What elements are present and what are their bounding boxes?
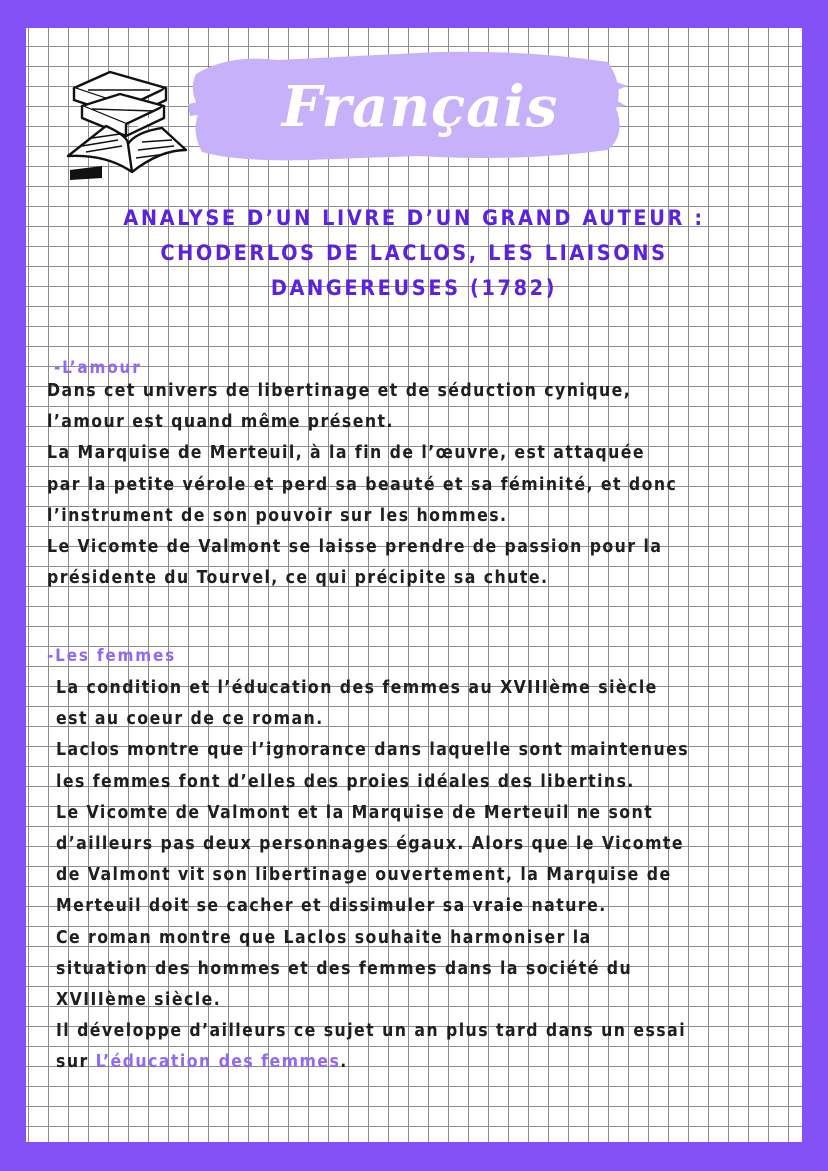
body-line: situation des hommes et des femmes dans la société du (56, 958, 633, 979)
body-line: Le Vicomte de Valmont se laisse prendre de passion pour la (47, 537, 663, 558)
body-line: XVIIIème siècle. (56, 990, 222, 1011)
section-body-femmes (56, 673, 689, 1079)
heading-line: ANALYSE D’UN LIVRE D’UN GRAND AUTEUR : (123, 206, 705, 231)
section-body-amour (47, 376, 677, 594)
last-line-prefix: sur (56, 1052, 96, 1073)
body-line: par la petite vérole et perd sa beauté et sa féminité, et donc (47, 474, 678, 495)
last-line-suffix: . (340, 1052, 348, 1073)
body-line: est au coeur de ce roman. (56, 709, 324, 730)
body-line: l’amour est quand même présent. (47, 412, 394, 433)
body-line: Merteuil doit se cacher et dissimuler sa vraie nature. (56, 896, 607, 917)
section-title-femmes: -Les femmes (47, 646, 177, 666)
essay-title-link: L’éducation des femmes (95, 1052, 341, 1073)
body-line: les femmes font d’elles des proies idéales des libertins. (56, 771, 635, 792)
body-line: La Marquise de Merteuil, à la fin de l’œuvre, est attaquée (47, 443, 646, 464)
body-line-last (56, 1047, 689, 1078)
section-title-amour: -L’amour (54, 358, 142, 378)
body-line: d’ailleurs pas deux personnages égaux. Alors que le Vicomte (56, 834, 685, 855)
body-line: de Valmont vit son libertinage ouvertement, la Marquise de (56, 865, 672, 886)
books-icon (62, 66, 192, 182)
heading-line: CHODERLOS DE LACLOS, LES LIAISONS (160, 241, 668, 266)
body-line: Dans cet univers de libertinage et de séduction cynique, (47, 381, 632, 401)
heading-line: DANGEREUSES (1782) (270, 276, 558, 301)
body-line: Il développe d’ailleurs ce sujet un an plus tard dans un essai (56, 1021, 687, 1042)
body-line: Le Vicomte de Valmont et la Marquise de Merteuil ne sont (56, 802, 654, 823)
body-line: l’instrument de son pouvoir sur les hommes. (47, 505, 508, 526)
body-line: Laclos montre que l’ignorance dans laquelle sont maintenues (56, 740, 690, 761)
body-line: Ce roman montre que Laclos souhaite harmoniser la (56, 927, 592, 948)
body-line: présidente du Tourvel, ce qui précipite sa chute. (47, 568, 549, 589)
body-line: La condition et l’éducation des femmes au XVIIIème siècle (56, 678, 658, 698)
banner-title: Français (281, 74, 559, 140)
document-heading (100, 201, 728, 306)
